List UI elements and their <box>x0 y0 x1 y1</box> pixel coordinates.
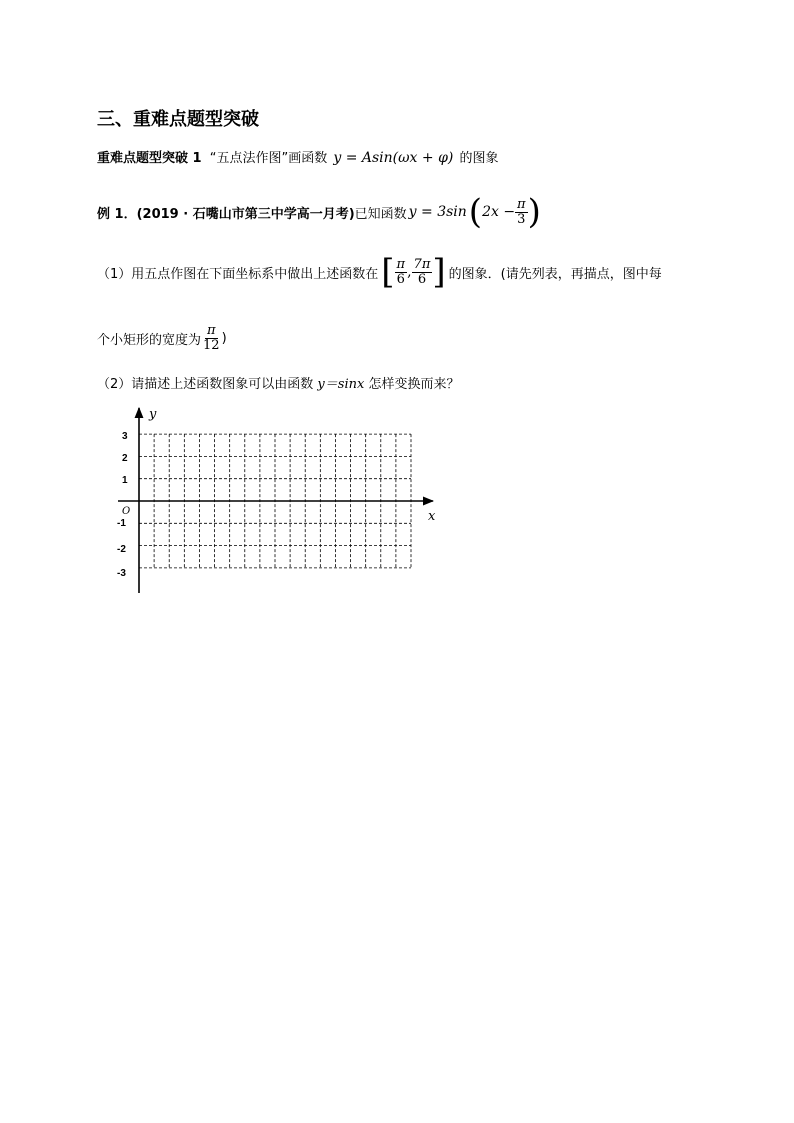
right-bracket: ] <box>432 252 446 292</box>
left-paren: ( <box>468 192 483 232</box>
q1-suffix: 的图象．(请先列表，再描点，图中每 <box>448 266 662 282</box>
example-inner: 2x − <box>482 204 516 220</box>
example-frac-num: π <box>517 196 526 212</box>
q1-line2: 个小矩形的宽度为 <box>97 332 202 348</box>
example-source: (2019 · 石嘴山市第三中学高一月考) <box>136 206 355 222</box>
q1-prefix: （1）用五点作图在下面坐标系中做出上述函数在 <box>97 266 379 282</box>
breakthrough-formula: y = Asin(ωx + φ) <box>333 150 454 166</box>
y-tick-neg-1: -1 <box>117 518 126 529</box>
example-label: 例 1． <box>97 206 137 222</box>
example-frac-den: 3 <box>517 211 526 227</box>
q2-suffix: 怎样变换而来？ <box>368 377 460 392</box>
q2-prefix: （2）请描述上述函数图象可以由函数 <box>97 377 314 392</box>
x-axis-label: x <box>428 509 436 524</box>
interval-end-num: 7π <box>413 256 431 272</box>
q1-close: ) <box>221 330 227 346</box>
q2-function: y＝sinx <box>317 377 365 392</box>
breakthrough-quote: “五点法作图”画函数 <box>209 151 328 166</box>
y-tick-1: 1 <box>122 475 128 486</box>
interval-start-den: 6 <box>396 271 405 287</box>
breakthrough-label: 重难点题型突破 1 <box>97 151 202 166</box>
example-function: y = 3sin <box>408 204 467 220</box>
y-tick-3: 3 <box>122 431 128 442</box>
left-bracket: [ <box>381 252 395 292</box>
y-tick-neg-3: -3 <box>117 568 126 579</box>
interval-end-den: 6 <box>417 271 427 287</box>
rectangle-width-den: 12 <box>203 337 220 353</box>
origin-label: O <box>122 506 131 517</box>
y-tick-neg-2: -2 <box>117 544 126 555</box>
comma: , <box>407 264 412 280</box>
right-paren: ) <box>527 192 541 232</box>
section-title: 三、重难点题型突破 <box>97 109 259 130</box>
y-tick-2: 2 <box>122 453 128 464</box>
breakthrough-suffix: 的图象 <box>459 151 499 166</box>
example-intro: 已知函数 <box>354 206 407 222</box>
y-axis-label: y <box>149 407 157 422</box>
rectangle-width-num: π <box>207 322 216 338</box>
interval-start-num: π <box>396 256 406 272</box>
